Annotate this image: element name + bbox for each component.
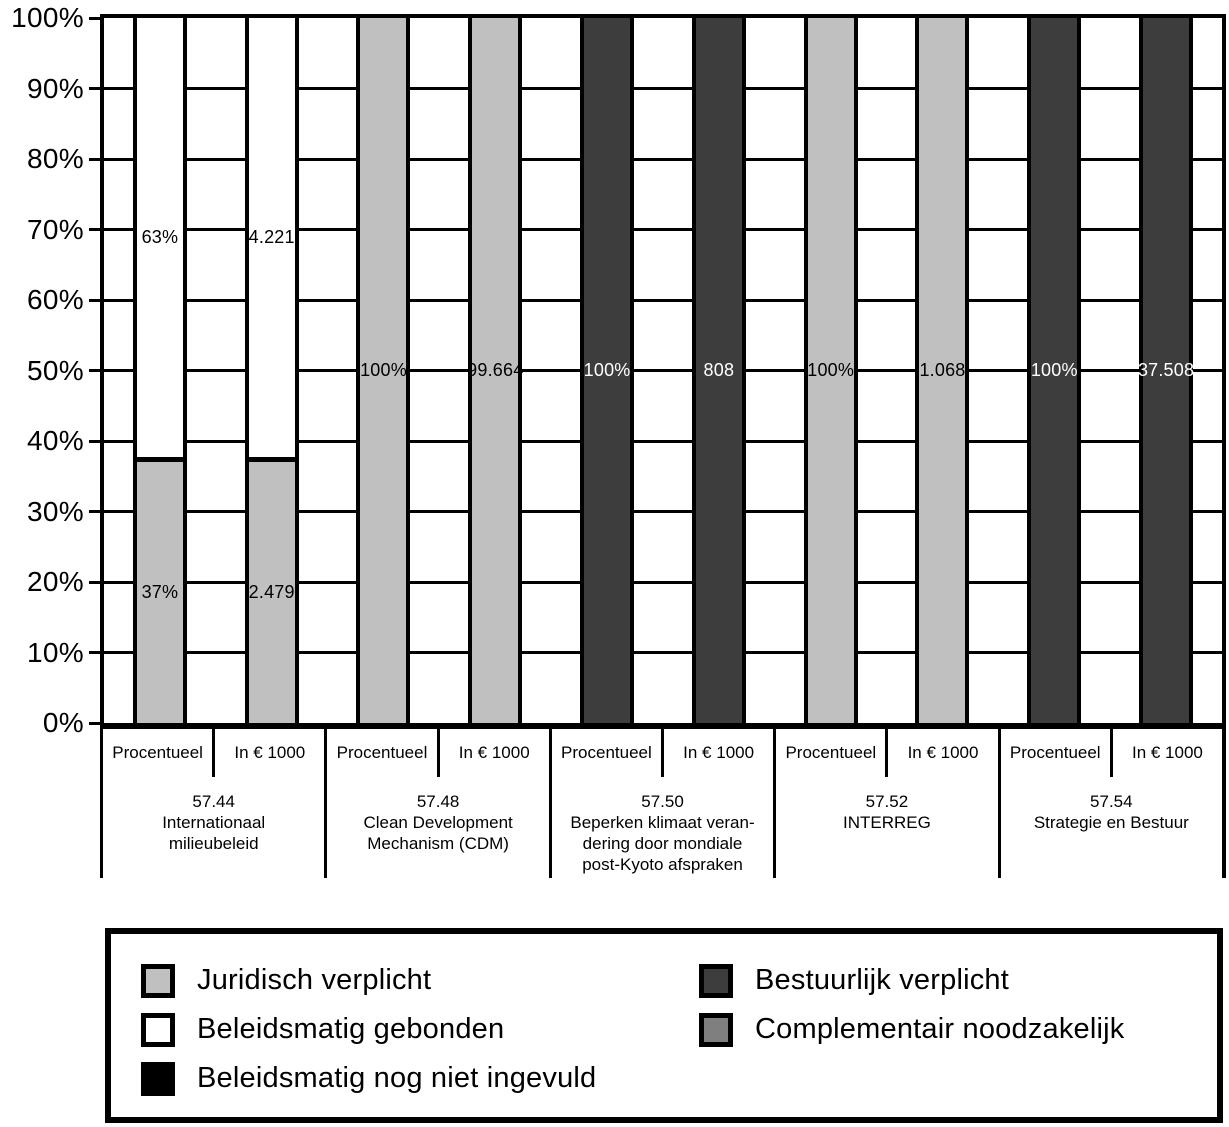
segment-value-label: 1.068 <box>919 360 966 380</box>
legend-swatch-bestuurlijk-verplicht <box>699 964 733 998</box>
bar-type-label: In € 1000 <box>212 729 324 777</box>
bar-57.48-procentueel <box>356 18 410 723</box>
bar-57.44-procentueel <box>133 18 187 723</box>
bar-57.52-procentueel <box>804 18 858 723</box>
legend-swatch-beleidsmatig-nog-niet-ingevuld <box>141 1062 175 1096</box>
group-name-line: Mechanism (CDM) <box>367 834 509 853</box>
segment-bestuurlijk-verplicht <box>1137 18 1195 723</box>
bar-type-label-row <box>1001 729 1222 777</box>
group-cell-57.44 <box>103 729 327 878</box>
bar-57.52-in-1000 <box>915 18 969 723</box>
group-name-line: milieubeleid <box>168 834 259 853</box>
y-axis-tick <box>89 158 100 161</box>
legend-label: Beleidsmatig gebonden <box>197 1013 505 1045</box>
group-name-line: Beperken klimaat veran- <box>570 813 755 832</box>
group-name-line: Internationaal <box>162 813 266 832</box>
legend-column-left <box>141 956 699 1117</box>
group-name-line: Clean Development <box>363 813 513 832</box>
bar-slot <box>216 18 328 723</box>
legend-swatch-beleidsmatig-gebonden <box>141 1013 175 1047</box>
segment-beleidsmatig-gebonden <box>249 18 295 462</box>
bar-slot <box>887 18 999 723</box>
y-axis-tick-label: 100% <box>11 2 84 33</box>
group-cell-57.52 <box>776 729 1000 878</box>
bar-57.50-in-1000 <box>692 18 746 723</box>
y-axis-tick <box>89 228 100 231</box>
legend-label: Juridisch verplicht <box>197 964 432 996</box>
bar-slot <box>775 18 887 723</box>
y-axis-tick-label: 80% <box>27 143 84 174</box>
y-axis-tick-label: 60% <box>27 284 84 315</box>
y-axis-tick <box>89 87 100 90</box>
segment-value-label: 100% <box>807 360 855 380</box>
legend-swatch-juridisch-verplicht <box>141 964 175 998</box>
segment-juridisch-verplicht <box>249 462 295 723</box>
y-axis-tick-label: 20% <box>27 566 84 597</box>
legend-item-complementair-noodzakelijk <box>699 1005 1124 1054</box>
segment-juridisch-verplicht <box>808 18 854 723</box>
bar-type-label: Procentueel <box>561 743 652 762</box>
segment-value-label: 2.479 <box>248 582 295 603</box>
y-axis-tick <box>89 440 100 443</box>
bar-slot <box>104 18 216 723</box>
group-name <box>103 791 324 854</box>
y-axis-tick-label: 0% <box>42 707 84 738</box>
group-name <box>327 791 548 854</box>
bar-type-label: Procentueel <box>785 743 877 762</box>
segment-value-label: 4.221 <box>248 227 295 248</box>
bar-57.54-in-1000 <box>1139 18 1193 723</box>
legend-label: Bestuurlijk verplicht <box>755 964 1010 996</box>
group-cell-57.54 <box>1001 729 1222 878</box>
group-name-line: post-Kyoto afspraken <box>582 855 743 874</box>
y-axis-tick <box>89 17 100 20</box>
legend-item-bestuurlijk-verplicht <box>699 956 1124 1005</box>
group-name <box>1001 791 1222 833</box>
segment-value-label: 100% <box>1030 360 1078 380</box>
bar-slot <box>439 18 551 723</box>
legend-item-beleidsmatig-gebonden <box>141 1005 699 1054</box>
y-axis-tick-label: 10% <box>27 636 84 668</box>
bar-type-label: In € 1000 <box>437 729 549 777</box>
segment-value-label: 99.664 <box>467 360 524 380</box>
segment-juridisch-verplicht <box>137 462 183 723</box>
group-name <box>552 791 773 875</box>
bar-type-label: In € 1000 <box>661 729 773 777</box>
group-code: 57.48 <box>416 792 460 811</box>
bar-57.44-in-1000 <box>245 18 299 723</box>
legend-box <box>105 928 1223 1123</box>
legend-column-right <box>699 956 1124 1117</box>
segment-value-label: 37.508 <box>1137 360 1195 380</box>
y-axis-tick-label: 40% <box>27 425 84 456</box>
y-axis-tick <box>89 510 100 513</box>
group-code: 57.54 <box>1090 792 1133 811</box>
plot-area <box>100 14 1226 729</box>
bar-type-label-row <box>552 729 773 777</box>
bar-57.48-in-1000 <box>468 18 522 723</box>
y-axis-tick <box>89 722 100 725</box>
group-cell-57.50 <box>552 729 776 878</box>
bar-slot <box>328 18 440 723</box>
segment-value-label: 100% <box>583 360 631 380</box>
segment-beleidsmatig-gebonden <box>137 18 183 462</box>
legend-item-juridisch-verplicht <box>141 956 699 1005</box>
segment-value-label: 37% <box>141 582 179 603</box>
legend-swatch-complementair-noodzakelijk <box>699 1013 733 1047</box>
segment-bestuurlijk-verplicht <box>1031 18 1077 723</box>
segment-value-label: 63% <box>141 227 179 248</box>
bar-57.50-procentueel <box>580 18 634 723</box>
segment-juridisch-verplicht <box>919 18 965 723</box>
segment-bestuurlijk-verplicht <box>696 18 742 723</box>
bar-type-label: Procentueel <box>112 743 203 762</box>
y-axis-tick-label: 50% <box>27 354 84 386</box>
group-code: 57.52 <box>865 792 909 811</box>
bars-layer <box>104 18 1222 723</box>
group-cell-57.48 <box>327 729 551 878</box>
group-name-line: INTERREG <box>843 813 931 832</box>
segment-juridisch-verplicht <box>360 18 406 723</box>
legend-item-beleidsmatig-nog-niet-ingevuld <box>141 1054 699 1103</box>
y-axis-tick <box>89 369 100 372</box>
group-code: 57.50 <box>641 792 684 811</box>
y-axis-tick-label: 70% <box>27 213 84 245</box>
group-name-line: Strategie en Bestuur <box>1033 813 1189 832</box>
y-axis-tick-label: 30% <box>27 495 84 527</box>
segment-juridisch-verplicht <box>467 18 524 723</box>
x-axis-label-band <box>100 729 1226 878</box>
y-axis-tick <box>89 581 100 584</box>
bar-57.54-procentueel <box>1027 18 1081 723</box>
y-axis-tick <box>89 299 100 302</box>
bar-slot <box>998 18 1110 723</box>
y-axis-tick <box>89 651 100 654</box>
legend-label: Beleidsmatig nog niet ingevuld <box>197 1062 597 1094</box>
legend-label: Complementair noodzakelijk <box>755 1013 1125 1045</box>
bar-type-label: In € 1000 <box>885 729 997 777</box>
bar-type-label: Procentueel <box>336 743 428 762</box>
group-name <box>776 791 997 833</box>
bar-type-label-row <box>776 729 997 777</box>
bar-type-label-row <box>327 729 548 777</box>
bar-type-label: Procentueel <box>1009 743 1101 762</box>
group-code: 57.44 <box>192 792 235 811</box>
group-name-line: dering door mondiale <box>582 834 743 853</box>
segment-bestuurlijk-verplicht <box>584 18 630 723</box>
bar-slot <box>663 18 775 723</box>
segment-value-label: 808 <box>703 360 735 380</box>
bar-type-label: In € 1000 <box>1110 729 1222 777</box>
y-axis-tick-label: 90% <box>27 72 84 104</box>
segment-value-label: 100% <box>360 360 407 380</box>
bar-slot <box>1110 18 1222 723</box>
bar-type-label-row <box>103 729 324 777</box>
bar-slot <box>551 18 663 723</box>
